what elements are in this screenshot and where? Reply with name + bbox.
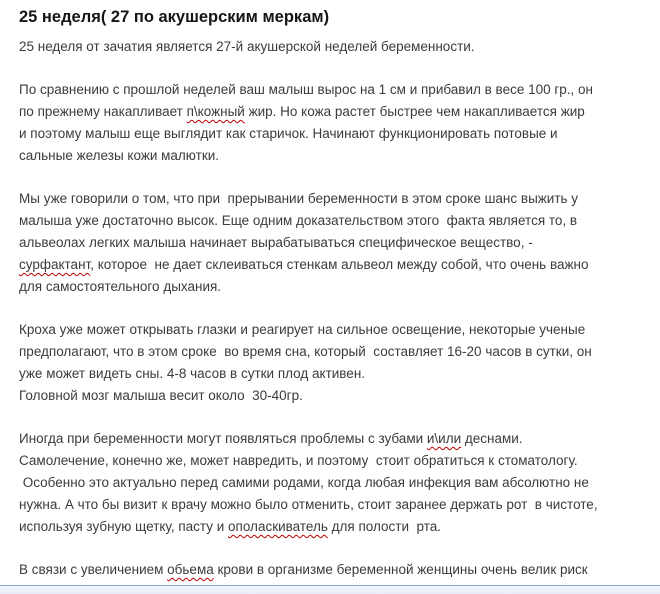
text-line	[19, 516, 642, 538]
text-line	[19, 363, 642, 385]
paragraph	[19, 188, 642, 298]
text-segment: Мы уже говорили о том, что при прерывании беременности в этом сроке шанс выжить у	[19, 191, 579, 206]
text-line	[19, 254, 642, 276]
text-segment: Кроха уже может открывать глазки и реагирует на сильное освещение, некоторые ученые	[19, 322, 586, 337]
text-segment: малыша уже достаточно высок. Еще одним доказательством этого факта является то, в	[19, 213, 578, 228]
misspelled-word: ополаскиватель	[228, 519, 328, 534]
text-segment: Головной мозг малыша весит около 30-40гр.	[19, 388, 303, 403]
text-line	[19, 385, 642, 407]
text-line	[19, 472, 642, 494]
document-title: 25 неделя( 27 по акушерским меркам)	[19, 8, 330, 26]
text-segment: В связи с увеличением	[19, 562, 168, 577]
paragraph	[19, 559, 642, 581]
text-line	[19, 123, 642, 145]
text-line	[19, 79, 642, 101]
horizontal-scrollbar[interactable]	[0, 585, 660, 594]
paragraph	[19, 79, 642, 167]
paragraph	[19, 428, 642, 538]
text-line	[19, 101, 642, 123]
text-line	[19, 232, 642, 254]
text-line	[19, 188, 642, 210]
text-line	[19, 494, 642, 516]
text-line	[19, 428, 642, 450]
paragraph	[19, 319, 642, 407]
text-line	[19, 450, 642, 472]
text-segment: деснами.	[461, 431, 523, 446]
text-line	[19, 210, 642, 232]
text-segment: Иногда при беременности могут появляться проблемы с зубами	[19, 431, 427, 446]
text-segment: Особенно это актуально перед самими родами, когда любая инфекция вам абсолютно не	[19, 475, 589, 490]
text-segment: по прежнему накапливает	[19, 104, 187, 119]
text-segment: Самолечение, конечно же, может навредить, и поэтому стоит обратиться к стоматологу.	[19, 453, 578, 468]
text-segment: и поэтому малыш еще выглядит как старичок. Начинают функционировать потовые и	[19, 126, 558, 141]
text-segment: предполагают, что в этом сроке во время сна, который составляет 16-20 часов в сутки, он	[19, 344, 592, 359]
misspelled-word: п\кожный	[186, 104, 245, 119]
text-line	[19, 276, 642, 298]
text-line	[19, 145, 642, 167]
misspelled-word: и\или	[426, 431, 462, 446]
text-segment: для полости рта.	[327, 519, 441, 534]
text-line	[19, 559, 642, 581]
text-segment: уже может видеть сны. 4-8 часов в сутки плод активен.	[19, 366, 366, 381]
text-segment: сальные железы кожи малютки.	[19, 148, 220, 163]
text-line	[19, 341, 642, 363]
text-segment: альвеолах легких малыша начинает вырабатываться специфическое вещество, -	[19, 235, 533, 250]
text-line	[19, 36, 642, 58]
document-body[interactable]	[19, 36, 642, 581]
text-segment: нужна. А что бы визит к врачу можно было отменить, стоит заранее держать рот в чистоте,	[19, 497, 598, 512]
text-segment: жир. Но кожа растет быстрее чем накапливается жир	[244, 104, 585, 119]
misspelled-word: сурфактант	[19, 257, 91, 272]
text-segment: По сравнению с прошлой неделей ваш малыш вырос на 1 см и прибавил в весе 100 гр., он	[19, 82, 594, 97]
text-segment: , которое не дает склеиваться стенкам альвеол между собой, что очень важно	[90, 257, 589, 272]
text-segment: 25 неделя от зачатия является 27-й акушерской неделей беременности.	[19, 39, 475, 54]
text-line	[19, 319, 642, 341]
paragraph	[19, 36, 642, 58]
text-segment: для самостоятельного дыхания.	[19, 279, 222, 294]
misspelled-word: обьема	[167, 562, 214, 577]
text-segment: используя зубную щетку, пасту и	[19, 519, 229, 534]
text-segment: крови в организме беременной женщины очень велик риск	[213, 562, 588, 577]
